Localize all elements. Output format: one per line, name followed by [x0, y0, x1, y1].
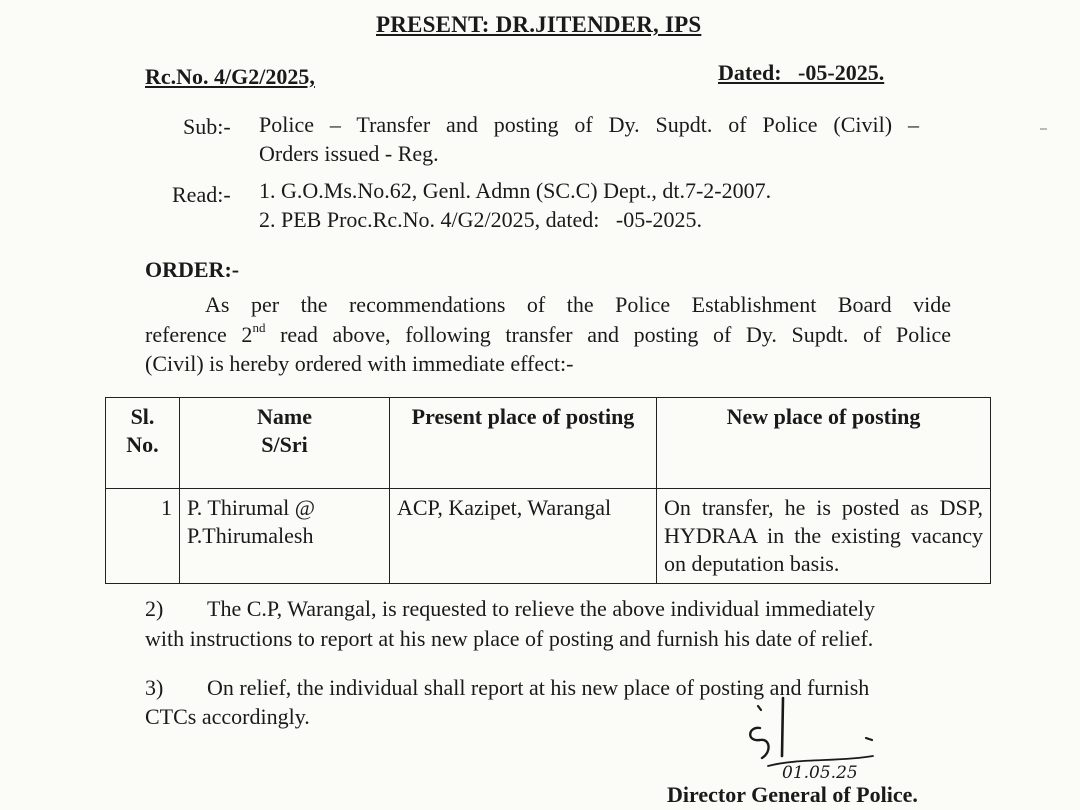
table-header-row	[106, 398, 991, 489]
read-reference-1: 1. G.O.Ms.No.62, Genl. Admn (SC.C) Dept., dt.7-2-2007.	[259, 178, 772, 203]
table-row	[106, 489, 991, 584]
cell-name: P. Thirumal @ P.Thirumalesh	[180, 489, 390, 584]
order-date: Dated: -05-2025.	[718, 60, 885, 85]
paragraph-3-line-1: 3) On relief, the individual shall report at his new place of posting and furnish	[145, 675, 870, 700]
cell-sl-no: 1	[106, 489, 180, 584]
subject-line-2: Orders issued - Reg.	[259, 141, 439, 166]
order-line2-start: reference 2	[145, 322, 253, 347]
order-line2-superscript: nd	[252, 320, 266, 335]
paragraph-2-number: 2)	[145, 596, 164, 621]
read-reference-2: 2. PEB Proc.Rc.No. 4/G2/2025, dated: -05-2025.	[259, 207, 703, 232]
order-heading: ORDER:-	[145, 257, 240, 282]
margin-mark	[1040, 128, 1047, 130]
read-label: Read:-	[172, 182, 231, 207]
header-name: Name S/Sri	[180, 398, 390, 489]
header-sl-no: Sl. No.	[106, 398, 180, 489]
paragraph-3-number: 3)	[145, 675, 164, 700]
cell-new-posting: On transfer, he is posted as DSP, HYDRAA in the existing vacancy on deputation basis.	[657, 489, 991, 584]
subject-line-1: Police – Transfer and posting of Dy. Supdt. of Police (Civil) –	[259, 112, 919, 137]
signatory-designation: Director General of Police.	[667, 782, 918, 807]
order-paragraph-line-2	[145, 322, 951, 348]
paragraph-3-line-2: CTCs accordingly.	[145, 704, 310, 729]
order-paragraph-line-1: As per the recommendations of the Police Establishment Board vide	[205, 292, 951, 317]
cell-present-posting: ACP, Kazipet, Warangal	[390, 489, 657, 584]
posting-table	[105, 397, 991, 584]
paragraph-2-line-1: 2) The C.P, Warangal, is requested to relieve the above individual immediately	[145, 596, 876, 621]
paragraph-2-line-2: with instructions to report at his new place of posting and furnish his date of relief.	[145, 626, 874, 651]
header-new-posting: New place of posting	[657, 398, 991, 489]
header-present-posting: Present place of posting	[390, 398, 657, 489]
signature-mark	[738, 696, 888, 796]
signature-date: 01.05.25	[782, 763, 858, 783]
order-line2-end: read above, following transfer and posting of Dy. Supdt. of Police	[265, 322, 951, 347]
subject-label: Sub:-	[183, 114, 231, 139]
order-paragraph-line-3: (Civil) is hereby ordered with immediate effect:-	[145, 351, 574, 376]
reference-number: Rc.No. 4/G2/2025,	[145, 64, 315, 89]
page-title: PRESENT: DR.JITENDER, IPS	[376, 12, 702, 37]
